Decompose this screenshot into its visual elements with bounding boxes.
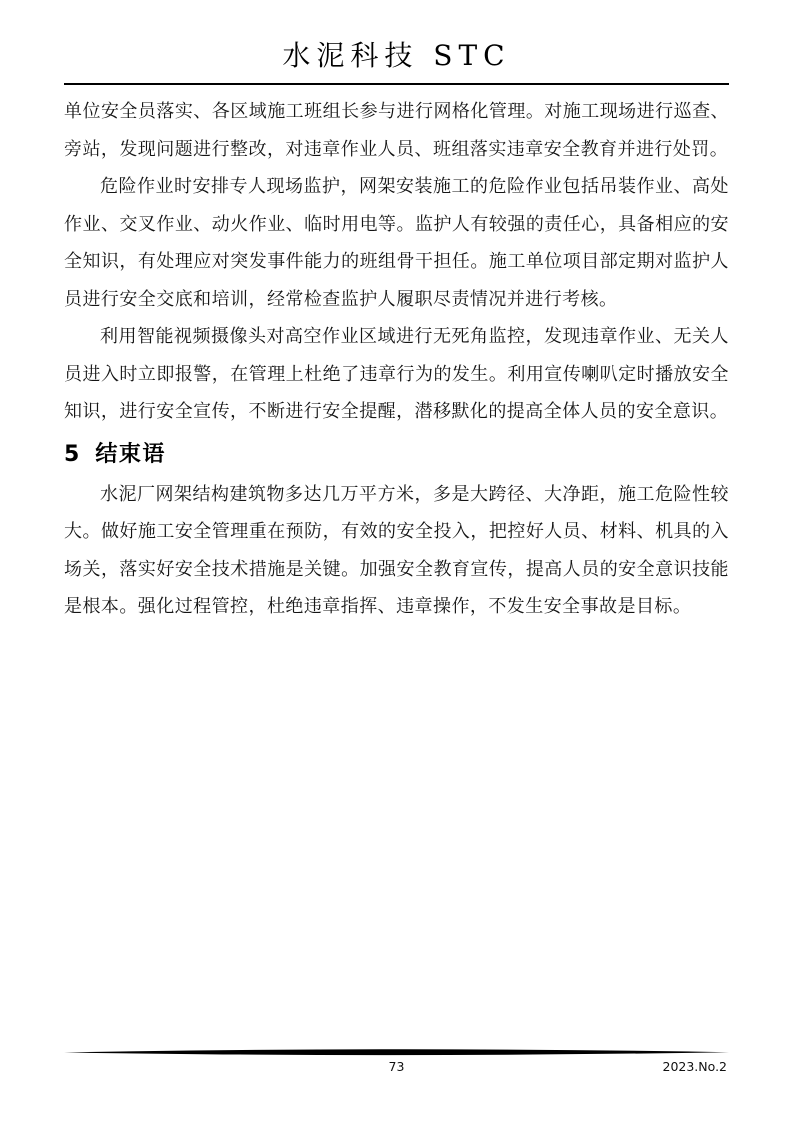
page-footer xyxy=(64,1048,729,1078)
section-heading xyxy=(64,439,729,471)
section-title: 结束语 xyxy=(95,441,166,467)
header-rule xyxy=(64,83,729,85)
page-number: 73 xyxy=(388,1059,405,1074)
closing-paragraph: 水泥厂网架结构建筑物多达几万平方米，多是大跨径、大净距，施工危险性较大。做好施工安全管理重在预防，有效的安全投入，把控好人员、材料、机具的入场关，落实好安全技术措施是关键。加强安全教育宣传，提高人员的安全意识技能是根本。强化过程管控，杜绝违章指挥、违章操作，不发生安全事故是目标。 xyxy=(64,483,729,617)
footer-row xyxy=(64,1058,729,1078)
body-paragraph: 危险作业时安排专人现场监护，网架安装施工的危险作业包括吊装作业、高处作业、交叉作业、动火作业、临时用电等。监护人有较强的责任心，具备相应的安全知识，有处理应对突发事件能力的班组骨干担任。施工单位项目部定期对监护人员进行安全交底和培训，经常检查监护人履职尽责情况并进行考核。 xyxy=(64,176,729,310)
article-body xyxy=(64,93,729,626)
section-number: 5 xyxy=(64,441,80,467)
body-paragraph: 利用智能视频摄像头对高空作业区域进行无死角监控，发现违章作业、无关人员进入时立即报警，在管理上杜绝了违章行为的发生。利用宣传喇叭定时播放安全知识，进行安全宣传，不断进行安全提醒，潜移默化的提高全体人员的安全意识。 xyxy=(64,326,729,422)
body-paragraph: 单位安全员落实、各区域施工班组长参与进行网格化管理。对施工现场进行巡查、旁站，发现问题进行整改，对违章作业人员、班组落实违章安全教育并进行处罚。 xyxy=(64,101,729,160)
page-header xyxy=(64,38,729,85)
issue-label: 2023.No.2 xyxy=(662,1059,727,1074)
footer-divider-bar xyxy=(64,1048,729,1057)
journal-title: 水泥科技 STC xyxy=(282,39,511,72)
page-content xyxy=(64,0,729,626)
